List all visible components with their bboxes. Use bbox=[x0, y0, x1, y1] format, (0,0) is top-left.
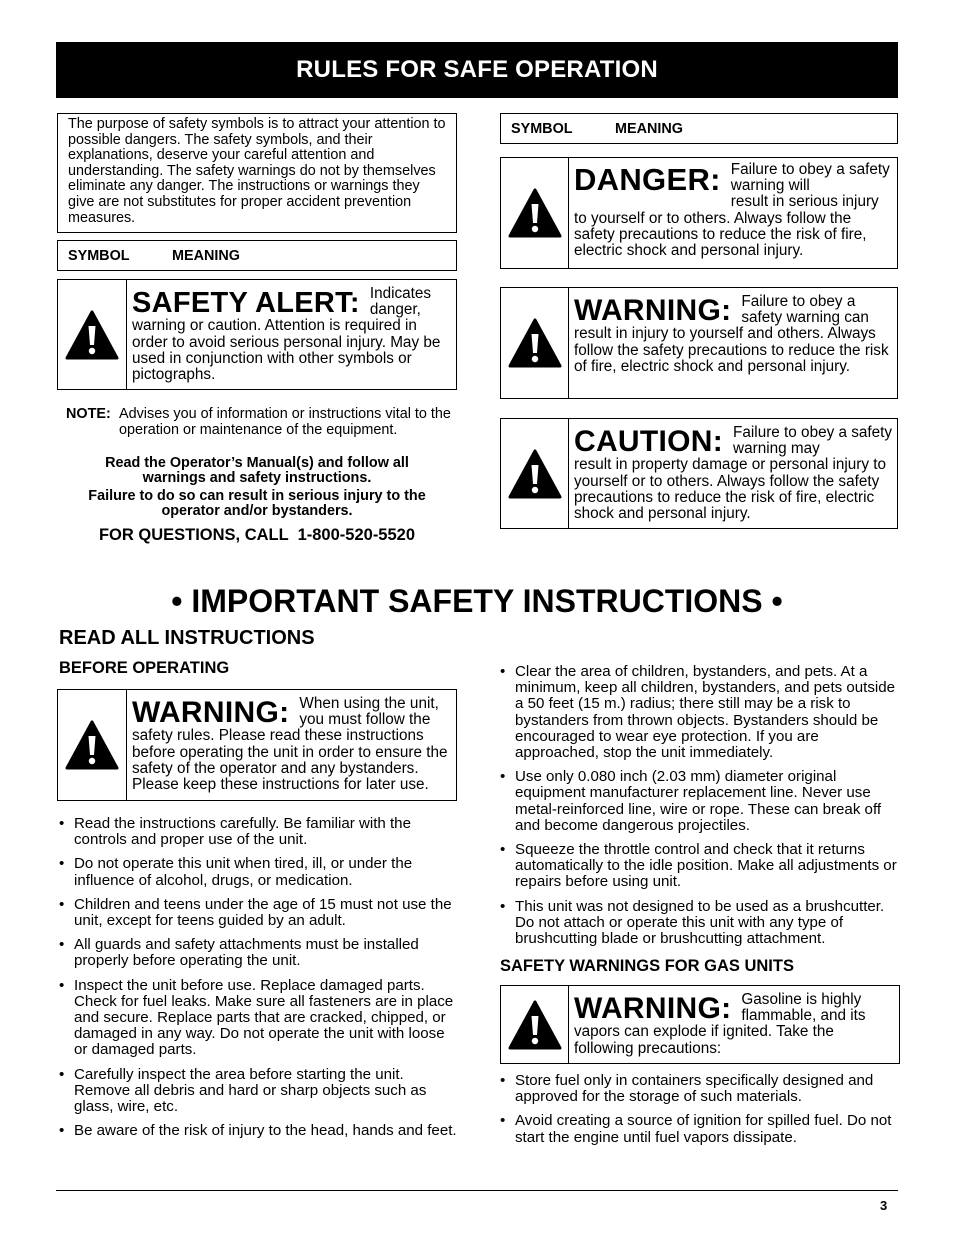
warning-before-lead: When using the unit, you must follow the bbox=[299, 695, 439, 729]
warning-before-text bbox=[127, 690, 456, 800]
footer-divider bbox=[56, 1190, 898, 1191]
note-label: NOTE: bbox=[66, 406, 111, 422]
meaning-column-label: MEANING bbox=[615, 120, 683, 137]
warning-triangle-icon bbox=[507, 999, 563, 1051]
intro-text: The purpose of safety symbols is to attract your attention to possible dangers. The safety symbols, and their explanations, deserve your careful attention and understanding. The safety warnings do not by themselves eliminate any danger. The instructions or warnings they give are not substitutes for proper accident prevention measures. bbox=[68, 116, 446, 226]
warning-box-gas bbox=[500, 985, 900, 1064]
operating-area-list bbox=[498, 664, 900, 955]
list-item: • Children and teens under the age of 15 must not use the unit, except for teens guided by an adult. bbox=[57, 897, 457, 929]
danger-text bbox=[569, 158, 897, 268]
list-item: • Store fuel only in containers specifically designed and approved for the storage of such materials. bbox=[498, 1073, 900, 1105]
warning-top-body: result in injury to yourself and others. Always follow the safety precautions to reduce the risk of fire, electric shock and personal injury. bbox=[574, 325, 889, 375]
warning-triangle-icon bbox=[64, 719, 120, 771]
caution-body: result in property damage or personal injury to yourself or to others. Always follow the safety precautions to reduce the risk of fire, electric shock and personal injury. bbox=[574, 456, 887, 523]
warning-icon-cell bbox=[58, 690, 127, 800]
meaning-column-label: MEANING bbox=[172, 247, 240, 264]
important-safety-title: • IMPORTANT SAFETY INSTRUCTIONS • bbox=[171, 583, 783, 619]
caution-title: CAUTION: bbox=[574, 425, 724, 458]
warning-gas-title: WARNING: bbox=[574, 992, 732, 1025]
before-operating-list bbox=[57, 816, 457, 1147]
safety-alert-text bbox=[127, 280, 456, 389]
caution-box bbox=[500, 418, 898, 529]
symbol-table-header-right bbox=[500, 113, 898, 144]
gas-precautions-list bbox=[498, 1073, 900, 1154]
warning-triangle-icon bbox=[507, 187, 563, 239]
safety-alert-title: SAFETY ALERT: bbox=[132, 287, 360, 319]
caution-icon-cell bbox=[501, 419, 569, 528]
warning-top-text bbox=[569, 288, 897, 398]
intro-box bbox=[57, 113, 457, 233]
list-item: • All guards and safety attachments must be installed properly before operating the unit. bbox=[57, 937, 457, 969]
note-block bbox=[66, 406, 456, 438]
danger-body: result in serious injury to yourself or to others. Always follow the safety precautions to reduce the risk of fire, electric shock and personal injury. bbox=[574, 193, 879, 260]
gas-units-heading: SAFETY WARNINGS FOR GAS UNITS bbox=[500, 957, 794, 975]
list-item: • Inspect the unit before use. Replace damaged parts. Check for fuel leaks. Make sure all fasteners are in place and secure. Replace parts that are cracked, chipped, or damaged in any way. Do not operate the unit with loose or damaged parts. bbox=[57, 978, 457, 1059]
section-header-bar bbox=[56, 42, 898, 98]
questions-phone: FOR QUESTIONS, CALL 1-800-520-5520 bbox=[98, 526, 416, 544]
warning-triangle-icon bbox=[507, 317, 563, 369]
warning-before-body: safety rules. Please read these instructions before operating the unit in order to ensure the safety of the operator and any bystanders. Please keep these instructions for later use. bbox=[132, 727, 448, 794]
danger-title: DANGER: bbox=[574, 162, 721, 197]
list-item: • Clear the area of children, bystanders, and pets. At a minimum, keep all children, bystanders, and pets outside a 50 feet (15 m.) radius; there still may be a risk to bystanders from thrown objects. Bystanders should be encouraged to wear eye protection. If you are approached, stop the unit immediately. bbox=[498, 664, 900, 761]
safety-alert-box bbox=[57, 279, 457, 390]
note-text: Advises you of information or instructions vital to the operation or maintenance of the equipment. bbox=[119, 406, 451, 439]
list-item: • Avoid creating a source of ignition for spilled fuel. Do not start the engine until fuel vapors dissipate. bbox=[498, 1113, 900, 1145]
safety-alert-body: warning or caution. Attention is required in order to avoid serious personal injury. May be used in conjunction with other symbols or pictographs. bbox=[132, 317, 441, 384]
list-item: • Be aware of the risk of injury to the head, hands and feet. bbox=[57, 1123, 457, 1139]
list-item: • Carefully inspect the area before starting the unit. Remove all debris and hard or sharp objects such as glass, wire, etc. bbox=[57, 1067, 457, 1116]
read-manual-notice: Read the Operator’s Manual(s) and follow all warnings and safety instructions. bbox=[105, 455, 409, 487]
safety-alert-lead: Indicates danger, bbox=[369, 285, 432, 319]
warning-top-title: WARNING: bbox=[574, 294, 732, 327]
warning-gas-text bbox=[569, 986, 899, 1063]
list-item: • Squeeze the throttle control and check that it returns automatically to the idle position. Make all adjustments or repairs before using unit. bbox=[498, 842, 900, 891]
warning-triangle-icon bbox=[507, 448, 563, 500]
before-operating-heading: BEFORE OPERATING bbox=[59, 659, 230, 677]
warning-top-lead: Failure to obey a safety warning can bbox=[741, 293, 869, 327]
warning-gas-body: vapors can explode if ignited. Take the following precautions: bbox=[574, 1023, 834, 1057]
warning-triangle-icon bbox=[64, 309, 120, 361]
warning-box-before-operating bbox=[57, 689, 457, 801]
symbol-table-header-left bbox=[57, 240, 457, 271]
caution-text bbox=[569, 419, 897, 528]
warning-box-top bbox=[500, 287, 898, 399]
list-item: • Do not operate this unit when tired, ill, or under the influence of alcohol, drugs, or medication. bbox=[57, 856, 457, 888]
warning-before-title: WARNING: bbox=[132, 696, 290, 729]
failure-notice: Failure to do so can result in serious injury to the operator and/or bystanders. bbox=[88, 488, 426, 520]
caution-lead: Failure to obey a safety warning may bbox=[733, 424, 893, 458]
read-all-heading: READ ALL INSTRUCTIONS bbox=[59, 627, 315, 649]
section-title: RULES FOR SAFE OPERATION bbox=[296, 56, 658, 83]
danger-icon-cell bbox=[501, 158, 569, 268]
symbol-column-label: SYMBOL bbox=[68, 247, 130, 264]
list-item: • Use only 0.080 inch (2.03 mm) diameter original equipment manufacturer replacement line. Never use metal-reinforced line, wire or rope. These can break off and become dangerous projectiles. bbox=[498, 769, 900, 834]
danger-lead: Failure to obey a safety warning will bbox=[730, 161, 890, 195]
list-item: • Read the instructions carefully. Be familiar with the controls and proper use of the unit. bbox=[57, 816, 457, 848]
page-number: 3 bbox=[880, 1198, 888, 1213]
warning-icon-cell bbox=[501, 288, 569, 398]
safety-alert-icon-cell bbox=[58, 280, 127, 389]
list-item: • This unit was not designed to be used as a brushcutter. Do not attach or operate this unit with any type of brushcutting blade or brushcutting attachment. bbox=[498, 899, 900, 948]
danger-box bbox=[500, 157, 898, 269]
symbol-column-label: SYMBOL bbox=[511, 120, 573, 137]
warning-icon-cell bbox=[501, 986, 569, 1063]
warning-gas-lead: Gasoline is highly flammable, and its bbox=[741, 991, 866, 1025]
